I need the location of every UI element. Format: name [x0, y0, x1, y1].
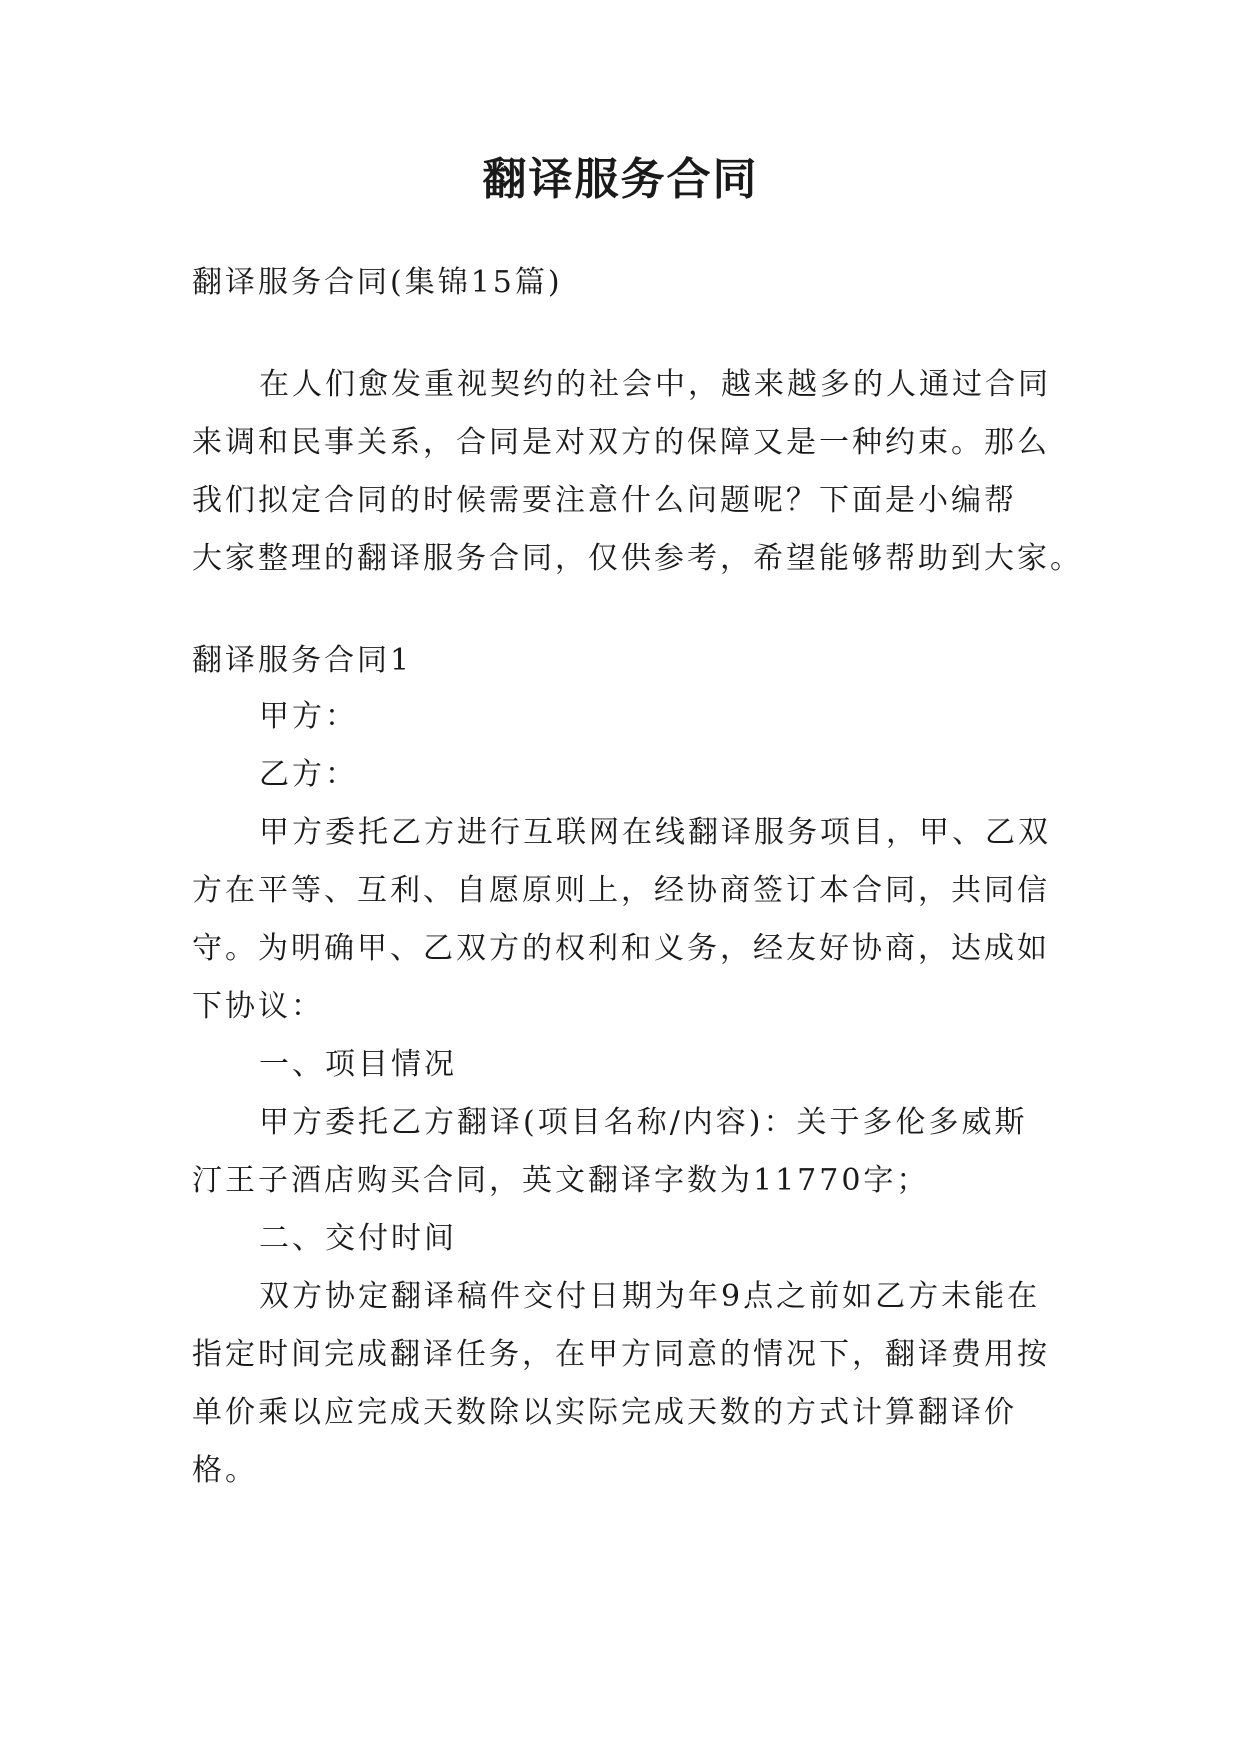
section2-heading: 二、交付时间 — [259, 1221, 457, 1256]
intro-line-2: 来调和民事关系，合同是对双方的保障又是一种约束。那么 — [192, 425, 1050, 460]
page-title: 翻译服务合同 — [482, 154, 759, 205]
document-subtitle: 翻译服务合同(集锦15篇) — [192, 265, 563, 300]
section1-heading: 一、项目情况 — [259, 1047, 457, 1082]
preamble-line-2: 方在平等、互利、自愿原则上，经协商签订本合同，共同信 — [192, 873, 1050, 908]
preamble-line-1: 甲方委托乙方进行互联网在线翻译服务项目，甲、乙双 — [259, 815, 1051, 850]
section2-line-2: 指定时间完成翻译任务，在甲方同意的情况下，翻译费用按 — [192, 1337, 1050, 1372]
preamble-line-4: 下协议： — [192, 989, 324, 1024]
contract-heading: 翻译服务合同1 — [192, 643, 413, 678]
intro-line-4: 大家整理的翻译服务合同，仅供参考，希望能够帮助到大家。 — [192, 541, 1083, 576]
party-a-label: 甲方： — [259, 699, 358, 734]
party-b-label: 乙方： — [259, 757, 358, 792]
section1-line-2: 汀王子酒店购买合同，英文翻译字数为11770字； — [192, 1163, 930, 1198]
section2-line-1: 双方协定翻译稿件交付日期为年9点之前如乙方未能在 — [259, 1279, 1041, 1314]
preamble-line-3: 守。为明确甲、乙双方的权利和义务，经友好协商，达成如 — [192, 931, 1050, 966]
intro-line-3: 我们拟定合同的时候需要注意什么问题呢？下面是小编帮 — [192, 483, 1017, 518]
section2-line-4: 格。 — [192, 1453, 258, 1488]
section1-line-1: 甲方委托乙方翻译(项目名称/内容)：关于多伦多威斯 — [259, 1105, 1028, 1140]
section2-line-3: 单价乘以应完成天数除以实际完成天数的方式计算翻译价 — [192, 1395, 1017, 1430]
intro-line-1: 在人们愈发重视契约的社会中，越来越多的人通过合同 — [259, 367, 1051, 402]
